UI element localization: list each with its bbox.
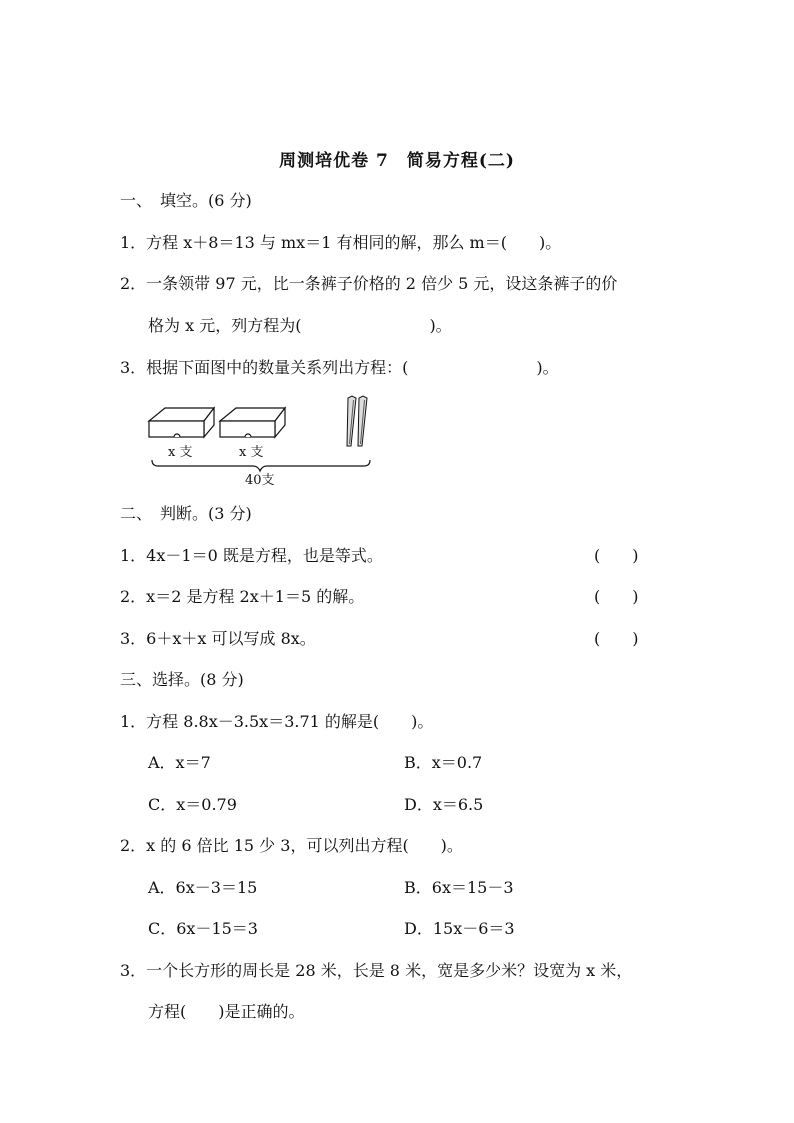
judge-question-3: 3．6＋x＋x 可以写成 8x。 <box>120 629 316 648</box>
pencil-1 <box>347 396 356 446</box>
judge-question-2: 2．x＝2 是方程 2x＋1＝5 的解。 <box>120 587 365 606</box>
choice-2-option-a[interactable]: A．6x－3＝15 <box>148 878 258 897</box>
judge-question-1: 1．4x－1＝0 既是方程，也是等式。 <box>120 546 383 565</box>
choice-2-option-b[interactable]: B．6x＝15－3 <box>404 878 514 897</box>
section-choice: 三、选择。(8 分) <box>120 670 244 689</box>
judge-answer-bracket-3[interactable]: ( ) <box>594 629 639 648</box>
pencil-2 <box>358 396 367 446</box>
choice-1-option-b[interactable]: B．x＝0.7 <box>404 753 483 772</box>
judge-answer-bracket-2[interactable]: ( ) <box>594 587 639 606</box>
choice-1-option-a[interactable]: A．x＝7 <box>148 753 211 772</box>
pencil-box-2 <box>220 408 285 437</box>
box-1-label: x 支 <box>168 445 193 460</box>
page-title: 周测培优卷 7 简易方程(二) <box>279 151 515 171</box>
fill-question-1: 1．方程 x＋8＝13 与 mx＝1 有相同的解，那么 m＝( )。 <box>120 233 562 252</box>
choice-question-1: 1．方程 8.8x－3.5x＝3.71 的解是( )。 <box>120 712 434 731</box>
judge-answer-bracket-1[interactable]: ( ) <box>594 546 639 565</box>
fill-question-2-line-1: 2．一条领带 97 元，比一条裤子价格的 2 倍少 5 元，设这条裤子的价 <box>120 274 618 293</box>
pencil-box-figure <box>140 388 390 490</box>
total-label: 40支 <box>245 473 275 488</box>
pencil-box-1 <box>149 408 214 437</box>
choice-2-option-c[interactable]: C．6x－15＝3 <box>148 919 258 938</box>
choice-1-option-d[interactable]: D．x＝6.5 <box>404 795 484 814</box>
choice-1-option-c[interactable]: C．x＝0.79 <box>148 795 237 814</box>
box-2-label: x 支 <box>239 445 264 460</box>
choice-question-3-line-1: 3．一个长方形的周长是 28 米，长是 8 米，宽是多少米？设宽为 x 米， <box>120 961 633 980</box>
section-fill-in: 一、 填空。(6 分) <box>120 191 252 210</box>
section-judge: 二、 判断。(3 分) <box>120 504 252 523</box>
choice-question-3-line-2: 方程( )是正确的。 <box>148 1002 305 1021</box>
fill-question-3: 3．根据下面图中的数量关系列出方程：( )。 <box>120 358 559 377</box>
total-brace <box>152 460 370 471</box>
choice-2-option-d[interactable]: D．15x－6＝3 <box>404 919 515 938</box>
choice-question-2: 2．x 的 6 倍比 15 少 3，可以列出方程( )。 <box>120 836 463 855</box>
fill-question-2-line-2: 格为 x 元，列方程为( )。 <box>148 316 452 335</box>
